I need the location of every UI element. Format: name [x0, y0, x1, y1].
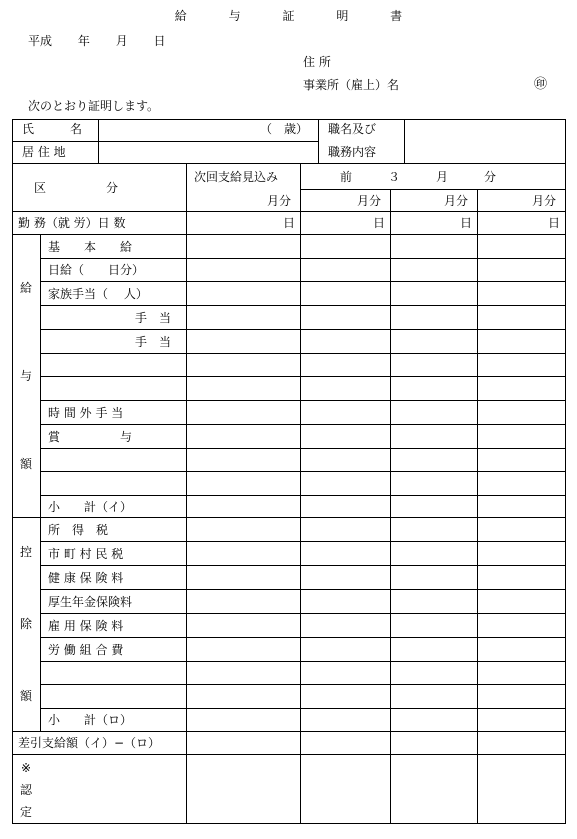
title-char: 明 — [336, 9, 349, 23]
title-char: 給 — [174, 9, 187, 23]
deduction-item-employment-insurance: 雇 用 保 険 料 — [48, 619, 124, 633]
certification-label: 定 — [19, 805, 32, 819]
day-unit-label: 日 — [283, 216, 296, 230]
day-unit: 日 — [153, 34, 166, 48]
income-item-allowance: 手 当 — [135, 311, 172, 325]
title-char: 証 — [282, 9, 295, 23]
income-item-family-allowance: 家族手当（ 人） — [48, 287, 148, 301]
document-title — [0, 9, 577, 23]
income-group-label: 給 — [19, 281, 32, 295]
deduction-item-health-insurance: 健 康 保 険 料 — [48, 571, 124, 585]
era-label: 平成 — [28, 34, 53, 48]
name-label: 氏 名 — [22, 122, 83, 136]
title-char: 与 — [228, 9, 241, 23]
age-label: （ 歳） — [260, 122, 309, 136]
day-unit-label: 日 — [373, 216, 386, 230]
year-unit: 年 — [77, 34, 90, 48]
deduction-group-label: 控 — [19, 545, 32, 559]
month-unit-label: 月分 — [357, 194, 382, 208]
category-header: 区 分 — [34, 181, 119, 195]
certification-label: 認 — [19, 783, 32, 797]
month-unit-label: 月分 — [532, 194, 557, 208]
deduction-item-income-tax: 所 得 税 — [48, 523, 109, 537]
previous-months-header: 前 ３ 月 分 — [340, 170, 497, 184]
title-char: 書 — [390, 9, 403, 23]
salary-certificate-form — [12, 119, 566, 824]
income-group-label: 額 — [19, 457, 32, 471]
office-label: 事業所（雇上）名 — [303, 78, 400, 92]
work-days-label: 勤 務（就 労）日 数 — [18, 216, 126, 230]
income-item-bonus: 賞 与 — [48, 430, 133, 444]
next-payment-header: 次回支給見込み — [194, 170, 279, 184]
residence-label: 居 住 地 — [22, 145, 66, 159]
deduction-item-union-dues: 労 働 組 合 費 — [48, 643, 124, 657]
income-item-allowance: 手 当 — [135, 335, 172, 349]
seal-mark: ㊞ — [534, 77, 548, 92]
income-item-basic-salary: 基 本 給 — [48, 240, 133, 254]
month-unit: 月 — [115, 34, 128, 48]
income-item-overtime: 時 間 外 手 当 — [48, 406, 124, 420]
income-subtotal: 小 計（イ） — [48, 500, 133, 514]
month-unit-label: 月分 — [267, 194, 292, 208]
issue-date — [28, 34, 188, 48]
address-label: 住 所 — [303, 55, 331, 69]
day-unit-label: 日 — [460, 216, 473, 230]
certification-mark: ※ — [20, 761, 32, 775]
certification-statement: 次のとおり証明します。 — [28, 99, 160, 113]
deduction-item-resident-tax: 市 町 村 民 税 — [48, 547, 124, 561]
job-field[interactable] — [405, 119, 565, 163]
income-group-label: 与 — [19, 369, 32, 383]
deduction-subtotal: 小 計（ロ） — [48, 713, 133, 727]
job-title-label: 職名及び — [328, 122, 377, 136]
deduction-item-pension: 厚生年金保険料 — [48, 595, 133, 609]
deduction-group-label: 除 — [19, 617, 32, 631]
income-item-daily-wage: 日給（ 日分） — [48, 263, 145, 277]
deduction-group-label: 額 — [19, 689, 32, 703]
day-unit-label: 日 — [548, 216, 561, 230]
month-unit-label: 月分 — [444, 194, 469, 208]
net-pay-label: 差引支給額（イ）−（ロ） — [18, 736, 161, 750]
residence-field[interactable] — [99, 141, 318, 163]
job-duty-label: 職務内容 — [328, 145, 377, 159]
